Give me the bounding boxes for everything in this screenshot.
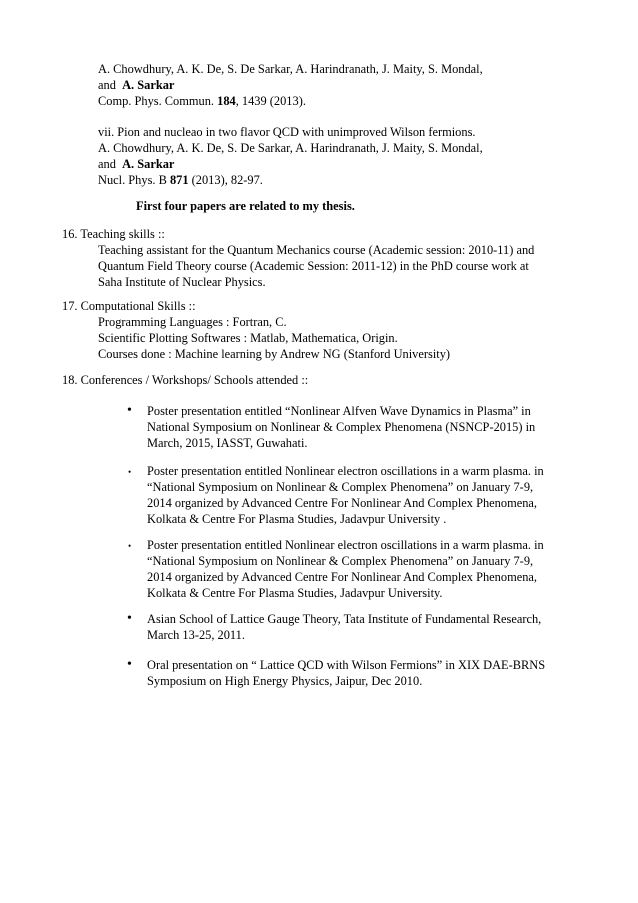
conference-item-line: Oral presentation on “ Lattice QCD with Wilson Fermions” in XIX DAE-BRNS: [147, 658, 546, 672]
pub7-authors-line: A. Chowdhury, A. K. De, S. De Sarkar, A. Harindranath, J. Maity, S. Mondal,: [98, 141, 483, 155]
pub7-journal: Nucl. Phys. B: [98, 173, 167, 187]
bullet-icon: •: [127, 657, 132, 672]
conference-item-line: Poster presentation entitled “Nonlinear Alfven Wave Dynamics in Plasma” in: [147, 404, 531, 418]
conference-item-line: Kolkata & Centre For Plasma Studies, Jadavpur University .: [147, 512, 447, 526]
pub7-highlight-author: A. Sarkar: [122, 157, 175, 171]
teaching-line: Teaching assistant for the Quantum Mechanics course (Academic session: 2010-11) and: [98, 243, 535, 257]
conference-item-line: March 13-25, 2011.: [147, 628, 245, 642]
thesis-note: First four papers are related to my thesis.: [136, 199, 355, 213]
pub6-and-text: and: [98, 78, 116, 92]
conferences-heading: 18. Conferences / Workshops/ Schools attended ::: [62, 373, 309, 387]
conference-item-line: March, 2015, IASST, Guwahati.: [147, 436, 308, 450]
teaching-line: Saha Institute of Nuclear Physics.: [98, 275, 266, 289]
conference-item-line: Asian School of Lattice Gauge Theory, Tata Institute of Fundamental Research,: [147, 612, 542, 626]
teaching-heading: 16. Teaching skills ::: [62, 227, 165, 241]
pub6-highlight-author: A. Sarkar: [122, 78, 175, 92]
teaching-line: Quantum Field Theory course (Academic Session: 2011-12) in the PhD course work at: [98, 259, 529, 273]
conference-item-line: Symposium on High Energy Physics, Jaipur, Dec 2010.: [147, 674, 423, 688]
pub7-title: vii. Pion and nucleao in two flavor QCD with unimproved Wilson fermions.: [98, 125, 476, 139]
pub6-citation: [98, 93, 306, 109]
pub7-citation: [98, 172, 263, 188]
computational-line: Courses done : Machine learning by Andrew NG (Stanford University): [98, 347, 451, 361]
conference-item-line: National Symposium on Nonlinear & Complex Phenomena (NSNCP-2015) in: [147, 420, 536, 434]
pub6-authors-line: A. Chowdhury, A. K. De, S. De Sarkar, A. Harindranath, J. Maity, S. Mondal,: [98, 62, 483, 76]
bullet-icon: •: [127, 611, 132, 626]
bullet-icon: •: [128, 541, 132, 551]
computational-line: Programming Languages : Fortran, C.: [98, 315, 287, 329]
conference-item-line: Poster presentation entitled Nonlinear electron oscillations in a warm plasma. in: [147, 464, 544, 478]
bullet-icon: •: [128, 467, 132, 477]
conference-item-line: Kolkata & Centre For Plasma Studies, Jadavpur University.: [147, 586, 443, 600]
conference-item-line: Poster presentation entitled Nonlinear electron oscillations in a warm plasma. in: [147, 538, 544, 552]
conference-item-line: “National Symposium on Nonlinear & Complex Phenomena” on January 7-9,: [147, 480, 534, 494]
conference-item-line: 2014 organized by Advanced Centre For Nonlinear And Complex Phenomena,: [147, 496, 537, 510]
pub6-volume: 184: [217, 94, 236, 108]
pub6-journal: Comp. Phys. Commun.: [98, 94, 215, 108]
pub7-highlight-author-line: [98, 156, 174, 172]
pub7-volume: 871: [169, 173, 189, 187]
computational-heading: 17. Computational Skills ::: [62, 299, 196, 313]
pub6-highlight-author-line: [98, 77, 174, 93]
computational-line: Scientific Plotting Softwares : Matlab, Mathematica, Origin.: [98, 331, 398, 345]
conference-item-line: “National Symposium on Nonlinear & Complex Phenomena” on January 7-9,: [147, 554, 534, 568]
pub6-rest: , 1439 (2013).: [235, 94, 306, 108]
pub7-and-text: and: [98, 157, 116, 171]
bullet-icon: •: [127, 403, 132, 418]
conference-item-line: 2014 organized by Advanced Centre For Nonlinear And Complex Phenomena,: [147, 570, 537, 584]
pub7-rest: (2013), 82-97.: [188, 173, 263, 187]
